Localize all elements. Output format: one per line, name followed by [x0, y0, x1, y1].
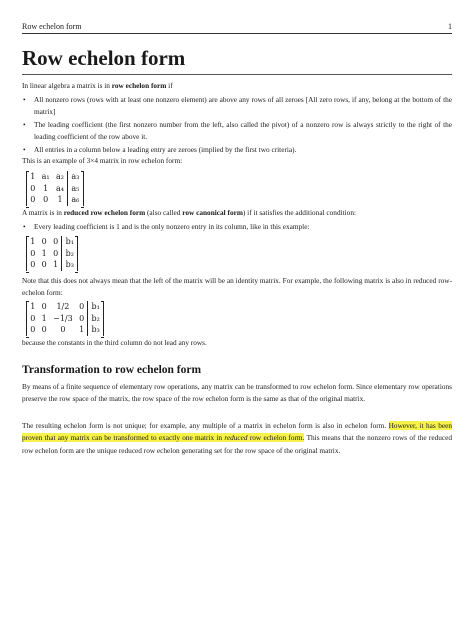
matrix-cell: b₂: [62, 248, 78, 260]
example-intro: This is an example of 3×4 matrix in row echelon form:: [22, 156, 183, 165]
matrix-cell: 1/2: [56, 302, 70, 311]
matrix-cell: 1: [79, 325, 85, 334]
matrix-cell: 0: [43, 195, 49, 204]
matrix-cell: 0: [41, 237, 47, 246]
matrix-cell: 1: [41, 313, 47, 323]
matrix-cell: 0: [41, 260, 47, 269]
section-heading: Transformation to row echelon form: [22, 364, 202, 376]
matrix-cell: 0: [30, 248, 36, 258]
matrix-cell: a₁: [41, 172, 50, 181]
matrix-cell: 0: [79, 302, 85, 311]
matrix-cell: a₄: [56, 183, 64, 193]
running-header-title: Row echelon form: [22, 22, 82, 31]
matrix-cell: b₃: [62, 259, 78, 271]
term-row-echelon-form: row echelon form: [111, 81, 167, 90]
page-number: 1: [448, 22, 452, 31]
matrix-row-echelon-example: [26, 171, 84, 208]
criteria-item: • All entries in a column below a leading entry are zeroes (implied by the first two criteria).: [22, 144, 452, 156]
matrix-cell: 0: [60, 325, 66, 334]
matrix-cell: b₁: [62, 236, 78, 248]
criteria-list: [22, 94, 452, 156]
matrix-cell: 0: [53, 248, 59, 258]
running-header: [22, 21, 452, 34]
term-reduced-row-echelon-form: reduced row echelon form: [63, 208, 146, 217]
matrix-cell: 0: [30, 325, 36, 334]
matrix-cell: 1: [41, 248, 47, 258]
matrix-cell: 1: [43, 183, 49, 193]
matrix-cell: 1: [30, 172, 36, 181]
criteria-item: • All nonzero rows (rows with at least one nonzero element) are above any rows of all zeroes [All zero rows, if any, belong at the bottom of the matrix]: [22, 94, 452, 119]
matrix-cell: −1/3: [53, 313, 73, 323]
matrix-cell: b₃: [88, 324, 104, 336]
article-title: Row echelon form: [22, 44, 452, 75]
matrix-cell: a₅: [68, 183, 83, 195]
matrix-cell: 0: [41, 325, 47, 334]
matrix-cell: a₃: [68, 171, 83, 183]
reduced-definition: A matrix is in reduced row echelon form (also called row canonical form) if it satisfies the additional condition:: [22, 208, 357, 217]
matrix-cell: 0: [30, 313, 36, 323]
matrix-reduced-example: [26, 236, 78, 273]
matrix-cell: 0: [53, 237, 59, 246]
matrix-cell: 1: [57, 195, 63, 204]
matrix-cell: 0: [30, 260, 36, 269]
reduced-condition-list: [22, 221, 452, 233]
highlighted-text: However, it has been proven that any matrix can be transformed to exactly one matrix in reduced row echelon form.: [22, 421, 452, 443]
matrix-cell: 1: [53, 260, 59, 269]
section-paragraph-2: The resulting echelon form is not unique; for example, any multiple of a matrix in echelon form is also in echelon form. However, it has been proven that any matrix can be transformed to exactly one matrix in reduced row echelon form. This means that the nonzero rows of the reduced row echelon form are the unique reduced row echelon generating set for the row space of the original matrix.: [22, 421, 452, 455]
matrix-cell: a₆: [68, 194, 83, 206]
section-paragraph-1: By means of a finite sequence of elementary row operations, any matrix can be transformed to row echelon form. Since elementary row operations preserve the row space of the matrix, the row space of the row echelon form is the same as that of the original matrix.: [22, 382, 452, 404]
matrix-cell: 1: [30, 302, 36, 311]
matrix-cell: b₂: [88, 313, 104, 325]
note-paragraph: Note that this does not always mean that the left of the matrix will be an identity matrix. For example, the following matrix is also in reduced row-echelon form:: [22, 276, 452, 298]
matrix-cell: 0: [30, 183, 36, 193]
matrix-cell: 1: [30, 237, 36, 246]
intro-paragraph: In linear algebra a matrix is in row echelon form if: [22, 81, 173, 90]
matrix-reduced-nonidentity-example: [26, 301, 104, 338]
criteria-item: • The leading coefficient (the first nonzero number from the left, also called the pivot) of a nonzero row is always strictly to the right of the leading coefficient of the row above it.: [22, 119, 452, 144]
matrix-cell: 0: [30, 195, 36, 204]
matrix-cell: 0: [79, 313, 85, 323]
term-row-canonical-form: row canonical form: [182, 208, 243, 217]
matrix-cell: 0: [41, 302, 47, 311]
after-matrix-text: because the constants in the third column do not lead any rows.: [22, 338, 207, 347]
matrix-cell: b₁: [88, 301, 104, 313]
matrix-cell: a₂: [56, 172, 64, 181]
reduced-condition-item: • Every leading coefficient is 1 and is the only nonzero entry in its column, like in this example:: [22, 221, 452, 233]
